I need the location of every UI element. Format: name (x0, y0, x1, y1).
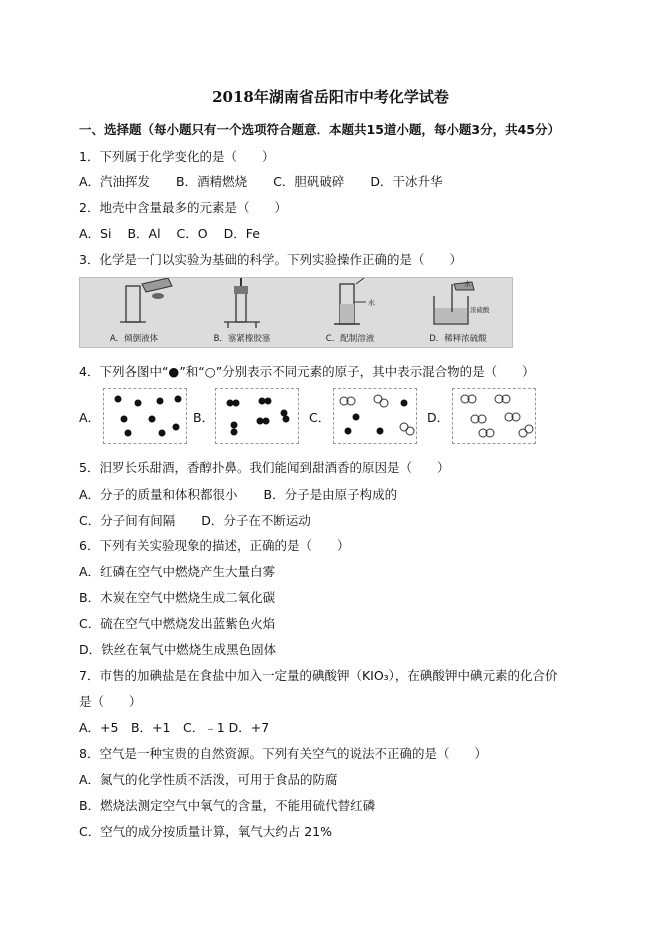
figure-panel-a (80, 278, 188, 347)
q8-option-c: C．空气的成分按质量计算，氧气大约占 21% (79, 824, 332, 839)
q4-option-a: A． (79, 410, 101, 425)
question-3-stem: 3．化学是一门以实验为基础的科学。下列实验操作正确的是（ ） (79, 252, 462, 267)
question-2-stem: 2．地壳中含量最多的元素是（ ） (79, 200, 287, 215)
q6-option-a: A．红磷在空气中燃烧产生大量白雾 (79, 564, 276, 579)
question-7-stem-line2: 是（ ） (79, 694, 142, 709)
q8-option-a: A．氮气的化学性质不活泼，可用于食品的防腐 (79, 772, 338, 787)
section-heading: 一、选择题（每小题只有一个选项符合题意．本题共15道小题，每小题3分，共45分） (79, 122, 560, 137)
q1-option-d: D．干冰升华 (370, 174, 443, 189)
q8-option-b: B．燃烧法测定空气中氧气的含量，不能用硫代替红磷 (79, 798, 376, 813)
figure-caption-c: C．配制溶液 (325, 334, 375, 344)
question-8-stem: 8．空气是一种宝贵的自然资源。下列有关空气的说法不正确的是（ ） (79, 746, 487, 761)
graduated-cylinder-illustration (296, 278, 404, 330)
question-5-options-row2 (79, 511, 333, 529)
q2-option-c: C．O (176, 226, 208, 241)
pouring-liquid-illustration (80, 278, 188, 330)
figure-label-water-c: 水 (368, 299, 375, 307)
q1-option-a: A．汽油挥发 (79, 174, 151, 189)
question-7-stem-line1: 7．市售的加碘盐是在食盐中加入一定量的碘酸钾（KIO₃），在碘酸钾中碘元素的化合价 (79, 668, 558, 683)
q4-option-b: B． (193, 410, 215, 425)
q6-option-c: C．硫在空气中燃烧发出蓝紫色火焰 (79, 616, 276, 631)
question-7-options: A．+5 B．+1 C．﹣1 D．+7 (79, 720, 270, 735)
q1-option-b: B．酒精燃烧 (176, 174, 248, 189)
question-5-stem: 5．汨罗长乐甜酒，香醇扑鼻。我们能闻到甜酒香的原因是（ ） (79, 460, 450, 475)
q1-option-c: C．胆矾破碎 (273, 174, 345, 189)
exam-title: 2018年湖南省岳阳市中考化学试卷 (212, 88, 449, 106)
question-1-options (79, 172, 464, 190)
q2-option-b: B．Al (127, 226, 161, 241)
q6-option-d: D．铁丝在氧气中燃烧生成黑色固体 (79, 642, 277, 657)
q4-option-d: D． (427, 410, 450, 425)
q4-model-a (103, 388, 187, 444)
q5-option-c: C．分子间有间隔 (79, 513, 176, 528)
q6-option-b: B．木炭在空气中燃烧生成二氧化碳 (79, 590, 276, 605)
lab-operations-figure (79, 277, 513, 348)
figure-panel-c (296, 278, 404, 347)
q5-option-a: A．分子的质量和体积都很小 (79, 487, 238, 502)
q4-model-c (333, 388, 417, 444)
q4-option-c: C． (309, 410, 331, 425)
stopper-illustration (188, 278, 296, 330)
question-5-options-row1 (79, 485, 419, 503)
figure-panel-b (188, 278, 296, 347)
q5-option-d: D．分子在不断运动 (201, 513, 311, 528)
q4-model-d (452, 388, 536, 444)
figure-caption-b: B．塞紧橡胶塞 (213, 334, 271, 344)
figure-panel-d (404, 278, 512, 347)
figure-label-water-d: 水 (464, 279, 471, 288)
q4-model-b (215, 388, 299, 444)
q2-option-a: A．Si (79, 226, 112, 241)
question-1-stem: 1．下列属于化学变化的是（ ） (79, 149, 275, 164)
question-4-stem: 4．下列各图中“●”和“○”分别表示不同元素的原子，其中表示混合物的是（ ） (79, 364, 535, 379)
figure-label-acid-d: 浓硫酸 (470, 306, 490, 314)
q2-option-d: D．Fe (223, 226, 260, 241)
question-2-options (79, 224, 272, 242)
figure-caption-d: D．稀释浓硫酸 (429, 334, 487, 344)
question-6-stem: 6．下列有关实验现象的描述，正确的是（ ） (79, 538, 350, 553)
q5-option-b: B．分子是由原子构成的 (263, 487, 398, 502)
diluting-acid-illustration (404, 278, 512, 330)
figure-caption-a: A．倾倒液体 (109, 334, 159, 344)
